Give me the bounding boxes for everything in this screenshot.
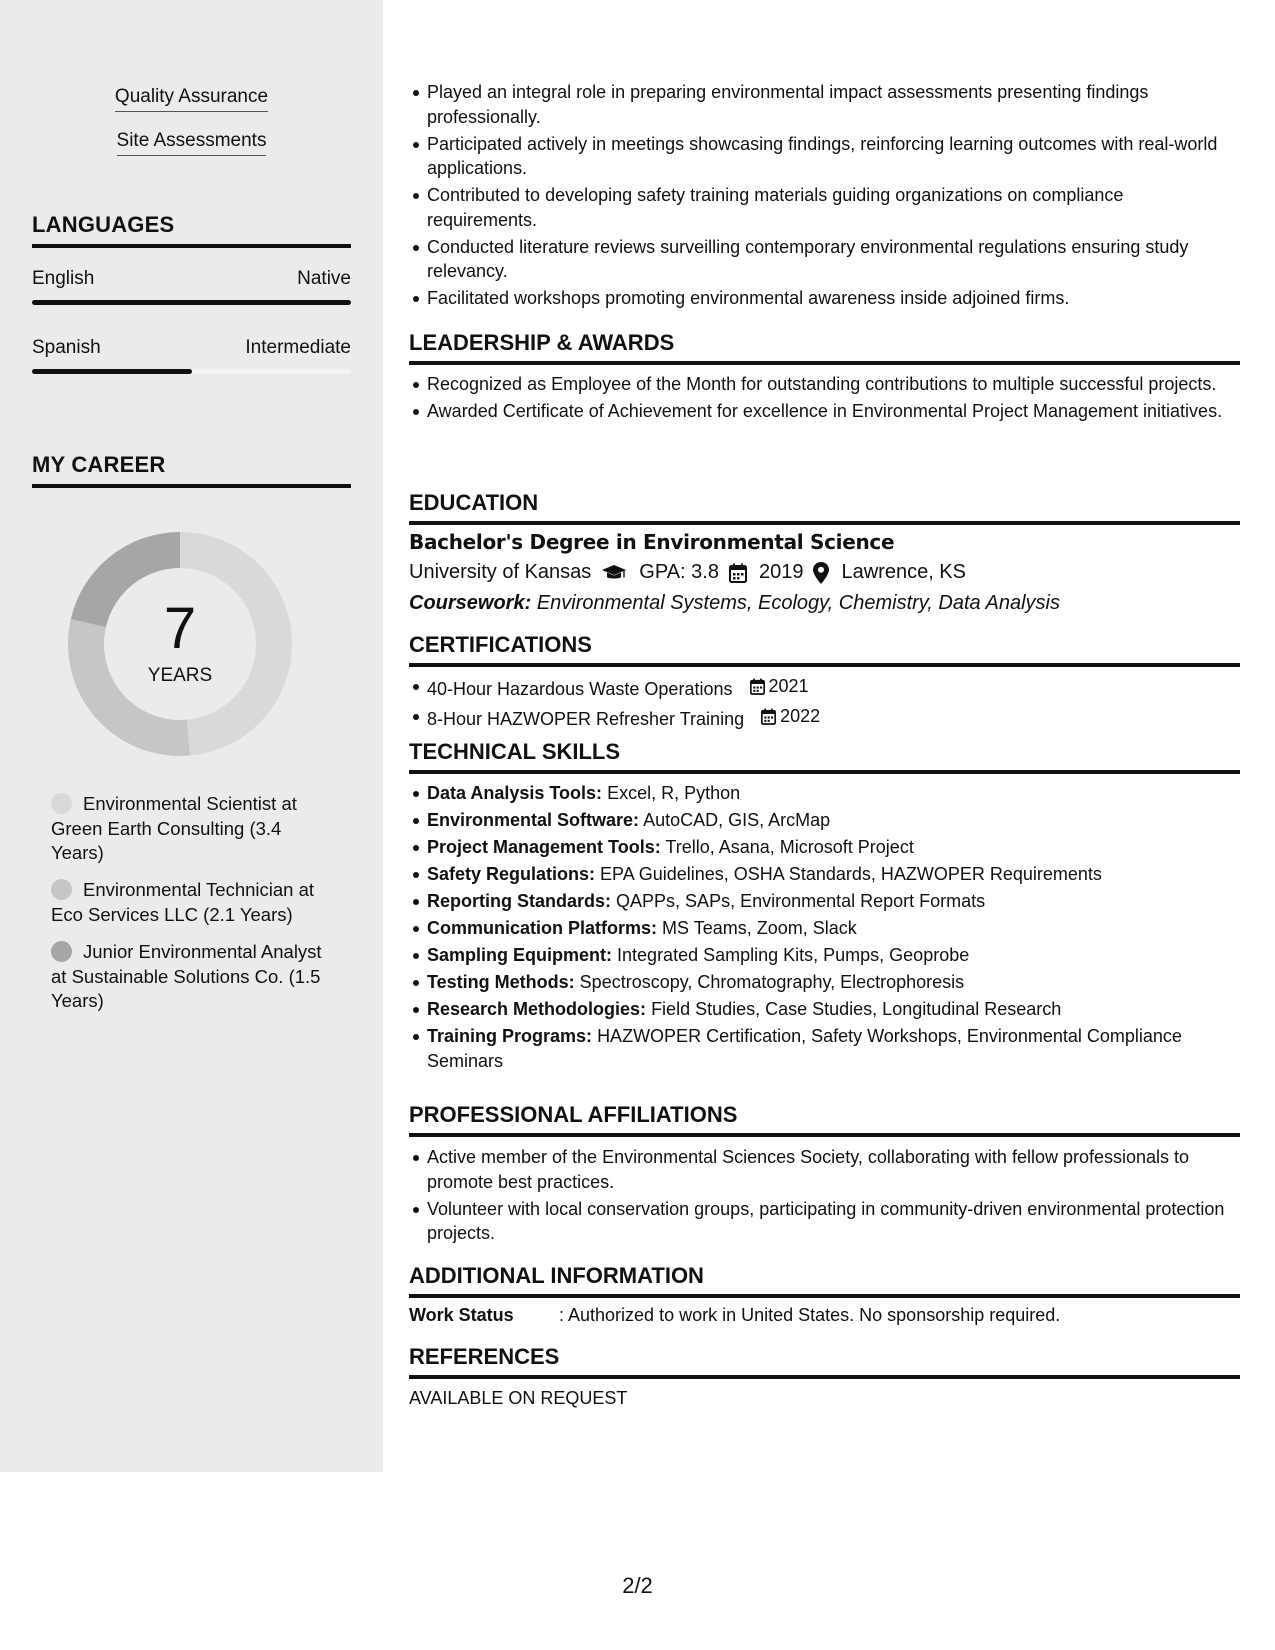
list-item: Awarded Certificate of Achievement for excellence in Environmental Project Management initiatives. bbox=[427, 399, 1227, 424]
work-status-value: : Authorized to work in United States. No sponsorship required. bbox=[559, 1305, 1061, 1325]
references-heading: REFERENCES bbox=[409, 1344, 1240, 1379]
work-status bbox=[409, 1305, 1060, 1326]
coursework bbox=[409, 592, 1060, 615]
list-item: Conducted literature reviews surveilling contemporary environmental regulations ensuring study relevancy. bbox=[427, 235, 1227, 284]
affiliations-heading: PROFESSIONAL AFFILIATIONS bbox=[409, 1102, 1240, 1137]
career-total-years: 7 bbox=[163, 596, 197, 661]
list-item: Environmental Software: AutoCAD, GIS, ArcMap bbox=[427, 808, 1227, 833]
career-legend-item: Junior Environmental Analyst at Sustainable Solutions Co. (1.5 Years) bbox=[51, 941, 322, 1011]
my-career-heading: MY CAREER bbox=[32, 452, 351, 488]
gpa: GPA: 3.8 bbox=[639, 561, 719, 583]
cert-year: 2022 bbox=[780, 705, 821, 726]
language-name: Spanish bbox=[32, 337, 101, 358]
list-item: 40-Hour Hazardous Waste Operations 2021 bbox=[427, 674, 1227, 701]
languages-heading: LANGUAGES bbox=[32, 212, 351, 248]
education-heading: EDUCATION bbox=[409, 490, 1240, 525]
page-number: 2/2 bbox=[622, 1573, 653, 1598]
technical-skills-heading: TECHNICAL SKILLS bbox=[409, 739, 1240, 774]
language-proficiency-bar bbox=[32, 300, 351, 305]
list-item: Testing Methods: Spectroscopy, Chromatography, Electrophoresis bbox=[427, 970, 1227, 995]
list-item: Training Programs: HAZWOPER Certification, Safety Workshops, Environmental Compliance Seminars bbox=[427, 1024, 1227, 1073]
cert-year: 2021 bbox=[768, 676, 809, 696]
affiliations-list bbox=[427, 1145, 1227, 1248]
degree-title: Bachelor's Degree in Environmental Science bbox=[409, 530, 895, 554]
list-item: Safety Regulations: EPA Guidelines, OSHA Standards, HAZWOPER Requirements bbox=[427, 862, 1227, 887]
technical-skills-list bbox=[427, 781, 1227, 1076]
career-legend-item: Environmental Scientist at Green Earth Consulting (3.4 Years) bbox=[51, 793, 297, 863]
certifications-list bbox=[427, 674, 1227, 734]
list-item: Recognized as Employee of the Month for outstanding contributions to multiple successful projects. bbox=[427, 372, 1227, 397]
list-item: Data Analysis Tools: Excel, R, Python bbox=[427, 781, 1227, 806]
list-item: 8-Hour HAZWOPER Refresher Training 2022 bbox=[427, 704, 1227, 731]
experience-bullets bbox=[427, 80, 1227, 313]
list-item: Project Management Tools: Trello, Asana, Microsoft Project bbox=[427, 835, 1227, 860]
list-item: Research Methodologies: Field Studies, Case Studies, Longitudinal Research bbox=[427, 997, 1227, 1022]
coursework-list: Environmental Systems, Ecology, Chemistry, Data Analysis bbox=[536, 592, 1060, 614]
skill-tag: Site Assessments bbox=[0, 130, 383, 156]
calendar-icon bbox=[750, 678, 765, 695]
sidebar bbox=[0, 0, 383, 1472]
language-name: English bbox=[32, 268, 95, 289]
school-location: Lawrence, KS bbox=[841, 561, 966, 583]
list-item: Sampling Equipment: Integrated Sampling Kits, Pumps, Geoprobe bbox=[427, 943, 1227, 968]
leadership-heading: LEADERSHIP & AWARDS bbox=[409, 330, 1240, 365]
list-item: Reporting Standards: QAPPs, SAPs, Environmental Report Formats bbox=[427, 889, 1227, 914]
certifications-heading: CERTIFICATIONS bbox=[409, 632, 1240, 667]
list-item: Facilitated workshops promoting environmental awareness inside adjoined firms. bbox=[427, 286, 1227, 311]
calendar-icon bbox=[761, 708, 776, 725]
language-row bbox=[32, 268, 351, 290]
location-pin-icon bbox=[813, 562, 829, 584]
career-years-label: YEARS bbox=[147, 665, 213, 686]
language-level: Native bbox=[297, 268, 351, 289]
list-item: Contributed to developing safety training materials guiding organizations on compliance requirements. bbox=[427, 183, 1227, 232]
graduation-cap-icon bbox=[601, 563, 627, 583]
leadership-list bbox=[427, 372, 1227, 426]
calendar-icon bbox=[729, 563, 747, 583]
additional-info-heading: ADDITIONAL INFORMATION bbox=[409, 1263, 1240, 1298]
list-item: Played an integral role in preparing environmental impact assessments presenting findings professionally. bbox=[427, 80, 1227, 129]
graduation-year: 2019 bbox=[758, 561, 804, 583]
school-name: University of Kansas bbox=[409, 561, 592, 583]
education-details bbox=[409, 561, 966, 584]
legend-dot bbox=[51, 793, 72, 814]
career-legend-item: Environmental Technician at Eco Services LLC (2.1 Years) bbox=[51, 879, 315, 925]
list-item: Active member of the Environmental Sciences Society, collaborating with fellow professionals to promote best practices. bbox=[427, 1145, 1227, 1194]
legend-dot bbox=[51, 941, 72, 962]
legend-dot bbox=[51, 879, 72, 900]
list-item: Volunteer with local conservation groups, participating in community-driven environmental protection projects. bbox=[427, 1197, 1227, 1246]
coursework-label: Coursework: bbox=[409, 592, 532, 614]
list-item: Communication Platforms: MS Teams, Zoom, Slack bbox=[427, 916, 1227, 941]
list-item: Participated actively in meetings showcasing findings, reinforcing learning outcomes with real-world applications. bbox=[427, 132, 1227, 181]
language-proficiency-bar bbox=[32, 369, 351, 374]
work-status-label: Work Status bbox=[409, 1305, 514, 1325]
language-row bbox=[32, 337, 351, 359]
references-text: AVAILABLE ON REQUEST bbox=[409, 1388, 628, 1408]
language-level: Intermediate bbox=[245, 337, 351, 358]
skill-tag: Quality Assurance bbox=[0, 86, 383, 112]
